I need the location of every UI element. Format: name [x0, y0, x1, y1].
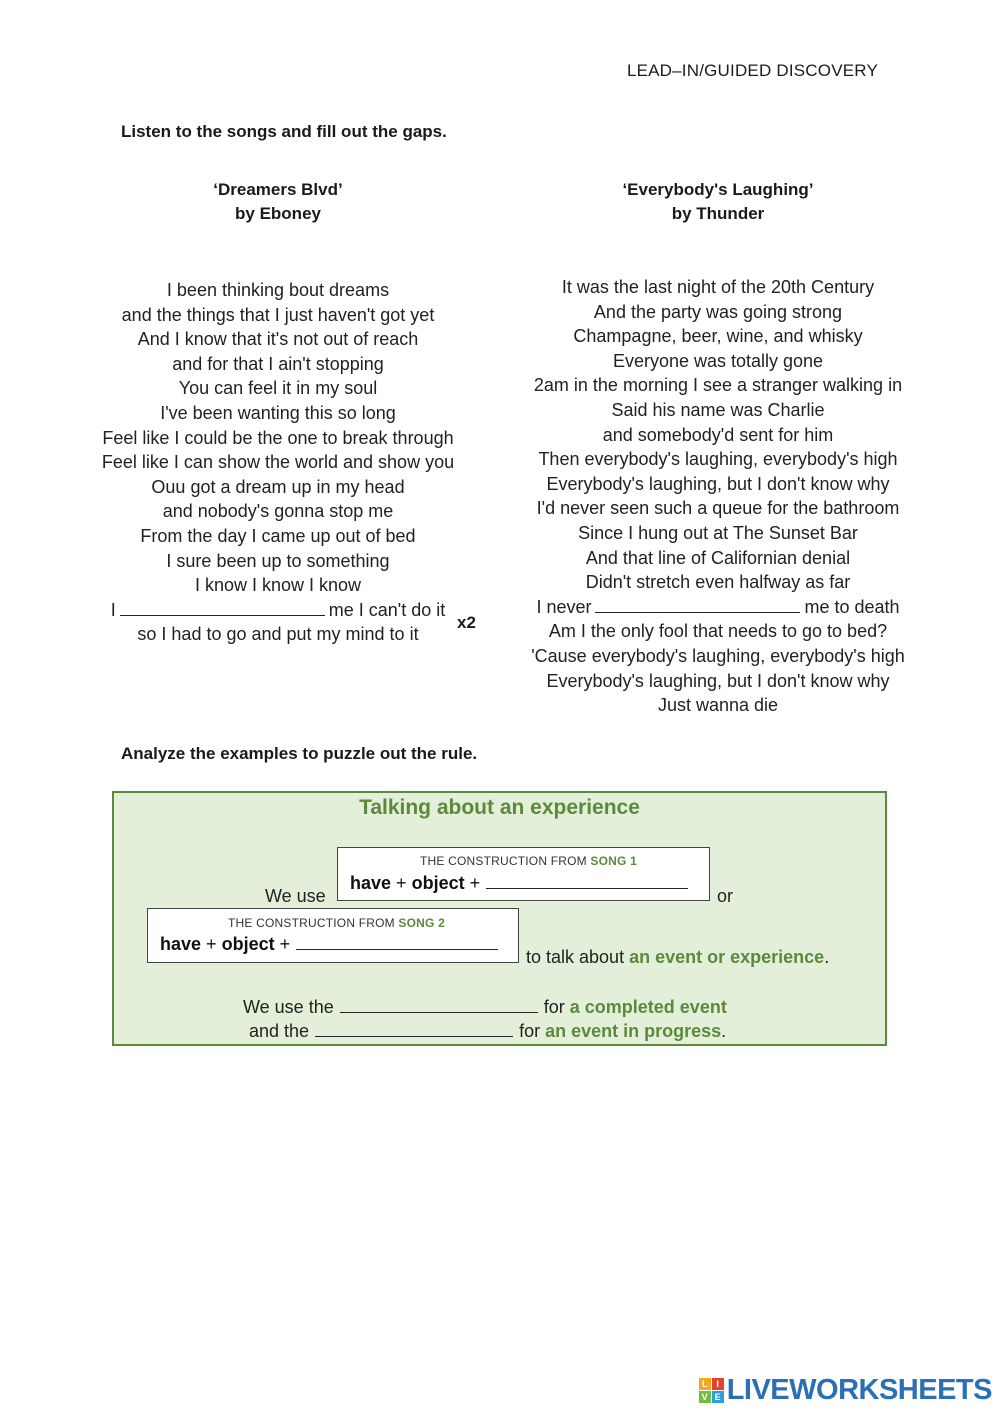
lyric-line: Everybody's laughing, but I don't know why — [546, 670, 890, 691]
lyric-line: Didn't stretch even halfway as far — [585, 572, 851, 593]
logo-mark-icon: L I V E — [699, 1378, 724, 1403]
lyric-line: I know I know I know — [194, 575, 362, 596]
gap-line-before: I never — [536, 596, 592, 617]
song1-gap-blank[interactable] — [120, 599, 325, 616]
rule-line-completed: We use the for a completed event — [243, 997, 727, 1017]
lyric-line: And that line of Californian denial — [585, 547, 851, 568]
lyric-line: From the day I came up out of bed — [140, 525, 416, 546]
lyric-line: Then everybody's laughing, everybody's high — [538, 449, 898, 470]
lyric-line: and the things that I just haven't got yet — [121, 304, 435, 325]
we-use-label: We use — [265, 886, 326, 906]
song1-title-block — [128, 178, 428, 226]
lyric-line: Feel like I could be the one to break through — [102, 427, 454, 448]
box1-caption: THE CONSTRUCTION FROM SONG 1 — [420, 854, 637, 868]
lyric-gap-line — [68, 598, 488, 623]
lyric-line: I've been wanting this so long — [160, 402, 396, 423]
lyric-line: Feel like I can show the world and show you — [101, 452, 455, 473]
song1-artist: by Eboney — [235, 204, 321, 223]
section-label: LEAD–IN/GUIDED DISCOVERY — [626, 61, 878, 80]
box2-formula: have + object + — [160, 933, 502, 955]
or-label: or — [717, 886, 734, 906]
song2-artist: by Thunder — [671, 204, 765, 223]
lyric-line: Everybody's laughing, but I don't know why — [546, 473, 890, 494]
lyric-line: and nobody's gonna stop me — [162, 501, 394, 522]
box1-song-ref: SONG 1 — [590, 854, 637, 868]
song2-title: ‘Everybody's Laughing’ — [622, 180, 814, 199]
rule-title: Talking about an experience — [359, 796, 640, 819]
lyric-line: 'Cause everybody's laughing, everybody's high — [531, 645, 905, 666]
lyric-line: I sure been up to something — [166, 550, 390, 571]
gap-line-before: I — [110, 599, 116, 620]
box2-song-ref: SONG 2 — [398, 916, 445, 930]
gap-line-after: me to death — [804, 596, 900, 617]
lyric-line: I'd never seen such a queue for the bathroom — [536, 498, 900, 519]
lyric-line: Everyone was totally gone — [612, 350, 824, 371]
lyric-gap-line — [498, 595, 938, 620]
lyric-line: Ouu got a dream up in my head — [151, 476, 405, 497]
talk-about-line: to talk about an event or experience. — [526, 947, 830, 967]
lyric-line: Said his name was Charlie — [611, 399, 825, 420]
box2-caption: THE CONSTRUCTION FROM SONG 2 — [228, 916, 445, 930]
box1-formula: have + object + — [350, 872, 692, 894]
logo-text: LIVEWORKSHEETS — [726, 1374, 992, 1406]
liveworksheets-logo — [699, 1374, 992, 1407]
song2-title-block — [568, 178, 868, 226]
gap-line-after: me I can't do it — [328, 599, 446, 620]
song1-lyrics — [68, 278, 488, 647]
song2-gap-blank[interactable] — [595, 596, 800, 613]
lyric-line: I been thinking bout dreams — [166, 280, 390, 300]
song1-title: ‘Dreamers Blvd’ — [213, 180, 343, 199]
analyze-instruction: Analyze the examples to puzzle out the rule. — [121, 744, 478, 763]
progress-gap-blank[interactable] — [315, 1020, 513, 1037]
construction-box-song2 — [147, 908, 519, 963]
lyric-line: Just wanna die — [657, 695, 779, 716]
lyric-line: Since I hung out at The Sunset Bar — [578, 522, 858, 543]
construction-box-song1 — [337, 847, 710, 901]
box2-gap-blank[interactable] — [296, 933, 498, 950]
repeat-marker: x2 — [457, 613, 476, 632]
lyric-line: Champagne, beer, wine, and whisky — [573, 326, 863, 347]
lyric-line: Am I the only fool that needs to go to bed? — [548, 621, 888, 642]
lyric-line: and somebody'd sent for him — [602, 424, 834, 445]
rule-line-progress: and the for an event in progress. — [249, 1021, 727, 1041]
song2-lyrics — [498, 275, 938, 718]
lyric-line: and for that I ain't stopping — [172, 353, 384, 374]
lyric-line: It was the last night of the 20th Century — [561, 277, 875, 297]
listen-instruction: Listen to the songs and fill out the gaps. — [121, 122, 447, 141]
lyric-line: so I had to go and put my mind to it — [137, 624, 419, 645]
lyric-line: And I know that it's not out of reach — [137, 329, 419, 350]
lyric-line: 2am in the morning I see a stranger walking in — [533, 375, 903, 396]
lyric-line: And the party was going strong — [593, 301, 843, 322]
box1-gap-blank[interactable] — [486, 872, 688, 889]
lyric-line: You can feel it in my soul — [178, 378, 378, 399]
completed-gap-blank[interactable] — [340, 996, 538, 1013]
